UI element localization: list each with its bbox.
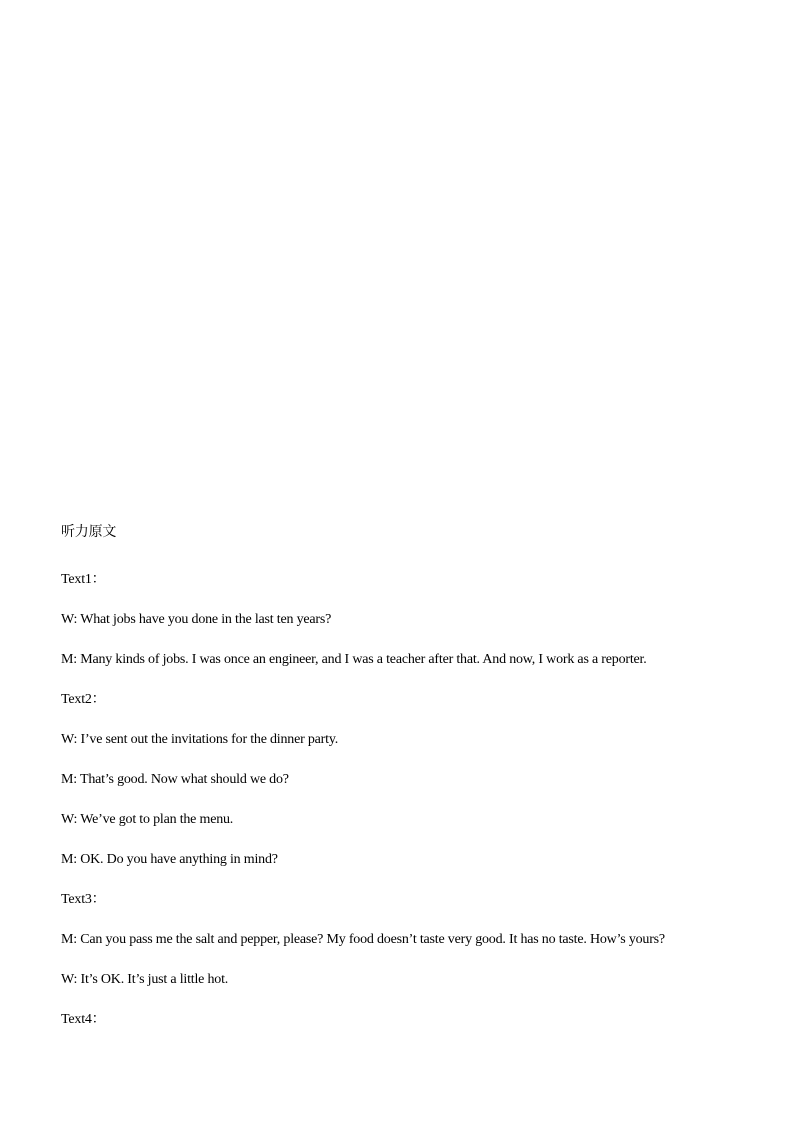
dialogue-line: M: That’s good. Now what should we do?	[61, 772, 289, 787]
text-label: Text4：	[61, 1012, 106, 1027]
text-label: Text3：	[61, 892, 106, 907]
section-heading: 听力原文	[61, 524, 117, 540]
dialogue-line: M: Many kinds of jobs. I was once an engineer, and I was a teacher after that. And now, I work as a reporter.	[61, 652, 647, 667]
transcript-section	[61, 520, 751, 1040]
dialogue-line: W: It’s OK. It’s just a little hot.	[61, 972, 229, 987]
text-label: Text1：	[61, 572, 106, 587]
dialogue-line: M: OK. Do you have anything in mind?	[61, 852, 278, 867]
text-label: Text2：	[61, 692, 106, 707]
dialogue-line: W: I’ve sent out the invitations for the dinner party.	[61, 732, 339, 747]
dialogue-line: M: Can you pass me the salt and pepper, please? My food doesn’t taste very good. It has no taste. How’s yours?	[61, 932, 665, 947]
dialogue-line: W: We’ve got to plan the menu.	[61, 812, 234, 827]
dialogue-line: W: What jobs have you done in the last ten years?	[61, 612, 332, 627]
